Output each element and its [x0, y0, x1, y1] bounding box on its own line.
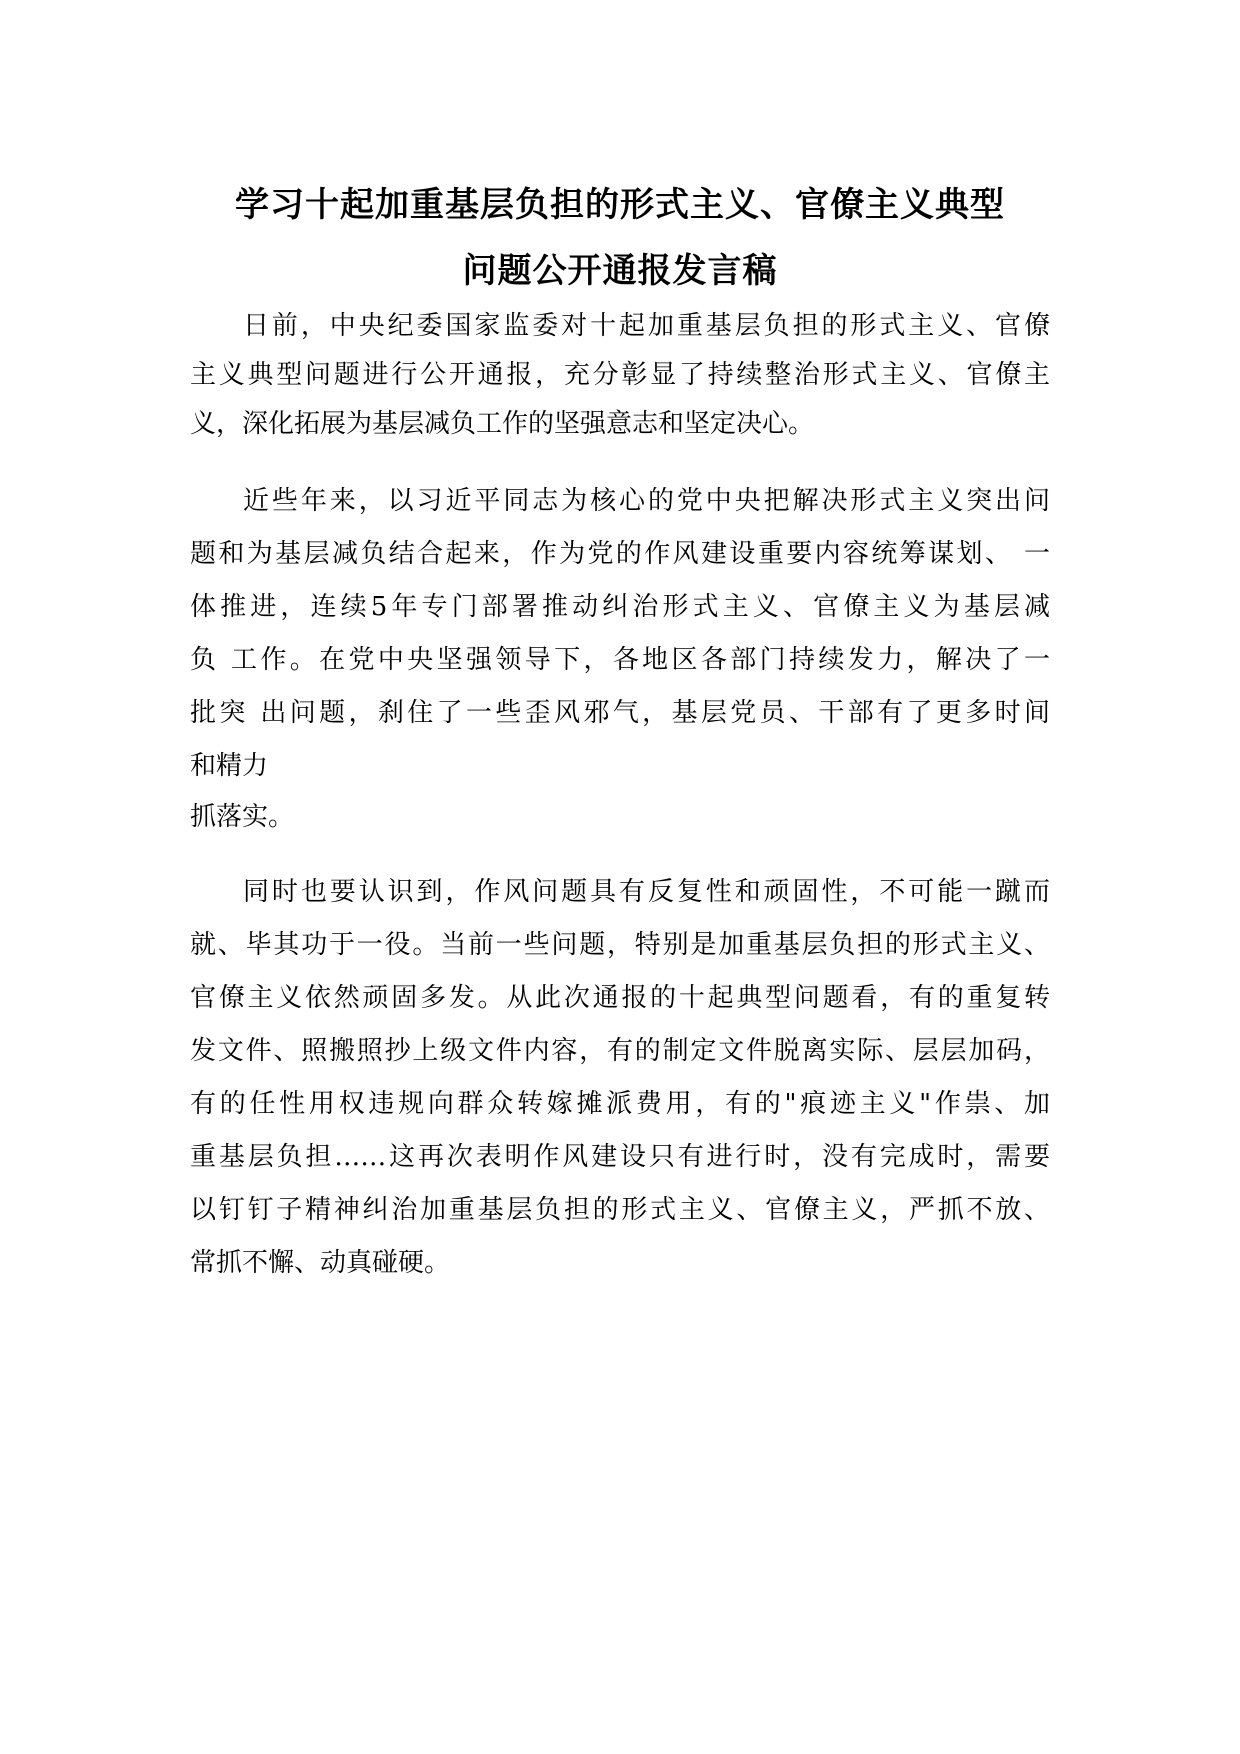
paragraph-1-line-2: 主义典型问题进行公开通报，充分彰显了持续整治形式主义、官僚主 [190, 360, 1050, 390]
paragraph-1-line-1: 日前，中央纪委国家监委对十起加重基层负担的形式主义、官僚 [243, 311, 1050, 341]
document-title-line-2: 问题公开通报发言稿 [462, 251, 778, 291]
paragraph-2-line-4: 负 工作。在党中央坚强领导下，各地区各部门持续发力，解决了一 [190, 645, 1050, 675]
paragraph-2-line-2: 题和为基层减负结合起来，作为党的作风建设重要内容统筹谋划、 一 [190, 539, 1050, 569]
paragraph-3-line-7: 以钉钉子精神纠治加重基层负担的形式主义、官僚主义，严抓不放、 [190, 1195, 1050, 1225]
paragraph-2-line-7: 抓落实。 [190, 802, 295, 832]
paragraph-3-line-2: 就、毕其功于一役。当前一些问题，特别是加重基层负担的形式主义、 [190, 930, 1050, 960]
paragraph-3-line-3: 官僚主义依然顽固多发。从此次通报的十起典型问题看，有的重复转 [190, 983, 1050, 1013]
paragraph-3-line-6: 重基层负担……这再次表明作风建设只有进行时，没有完成时，需要 [190, 1142, 1050, 1172]
paragraph-1-line-3: 义，深化拓展为基层减负工作的坚强意志和坚定决心。 [190, 409, 815, 439]
paragraph-3-line-8: 常抓不懈、动真碰硬。 [190, 1248, 451, 1278]
paragraph-3-line-1: 同时也要认识到，作风问题具有反复性和顽固性，不可能一蹴而 [243, 877, 1050, 907]
paragraph-2-line-5: 批突 出问题，刹住了一些歪风邪气，基层党员、干部有了更多时间 [190, 698, 1050, 728]
document-title-line-1: 学习十起加重基层负担的形式主义、官僚主义典型 [235, 185, 1005, 225]
paragraph-3-line-4: 发文件、照搬照抄上级文件内容，有的制定文件脱离实际、层层加码， [190, 1036, 1050, 1066]
paragraph-2-line-3: 体推进，连续5年专门部署推动纠治形式主义、官僚主义为基层减 [190, 592, 1050, 622]
paragraph-3-line-5: 有的任性用权违规向群众转嫁摊派费用，有的"痕迹主义"作祟、加 [190, 1089, 1050, 1119]
paragraph-2-line-1: 近些年来，以习近平同志为核心的党中央把解决形式主义突出问 [243, 486, 1050, 516]
paragraph-2-line-6: 和精力 [190, 751, 269, 781]
